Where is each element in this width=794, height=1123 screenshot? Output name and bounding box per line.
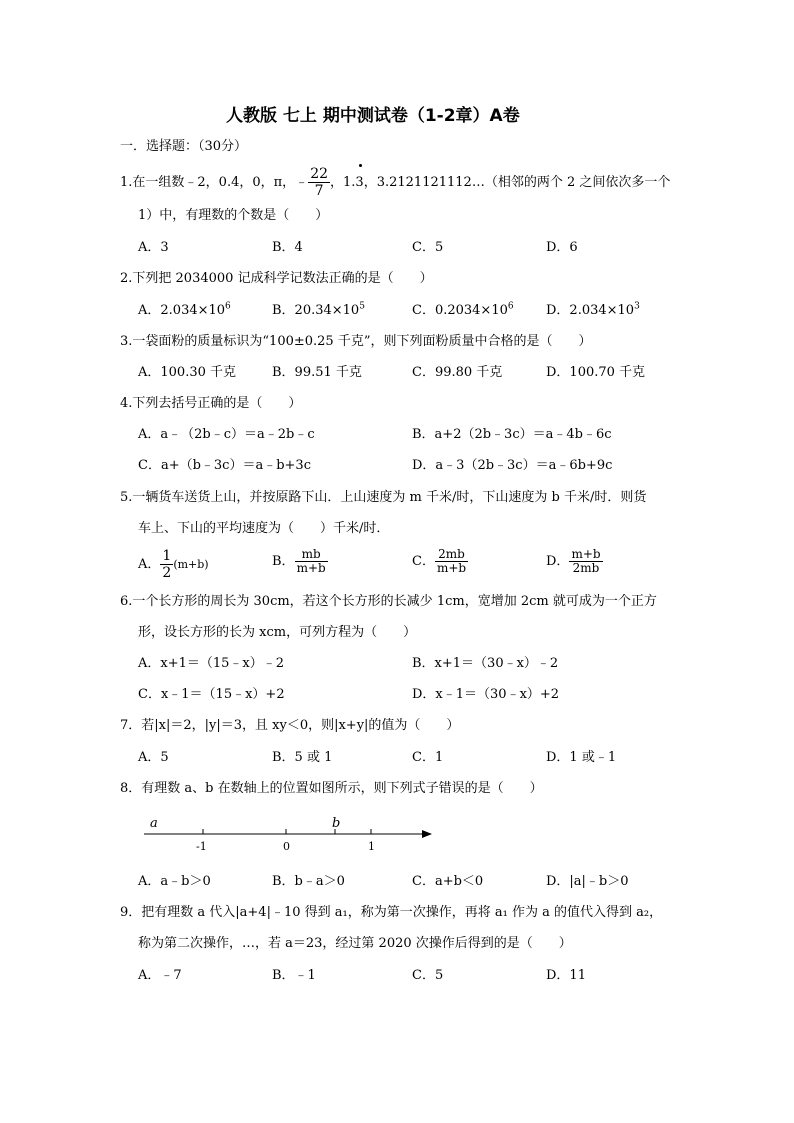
question-5-option-d[interactable]: D． $\frac{m+b}{2mb}$ [546,547,601,575]
question-7-option-d[interactable]: D．1 或﹣1 [546,750,617,765]
point-a-label: a [150,816,158,831]
question-6-option-c[interactable]: C．x﹣1＝（15﹣x）+2 [138,687,285,702]
question-1-option-a[interactable]: A．3 [138,240,169,255]
question-5-stem: 5.一辆货车送货上山，并按原路下山．上山速度为 m 千米/时，下山速度为 b 千米/时．则货 [120,490,647,505]
tick-1-label: 1 [368,840,375,853]
question-3-stem: 3.一袋面粉的质量标识为“100±0.25 千克”，则下列面粉质量中合格的是（ ） [120,334,592,349]
question-4-option-a[interactable]: A．a﹣（2b﹣c）＝a﹣2b﹣c [138,427,315,442]
fraction-22-7: $\frac{22}{7}$ [310,166,329,199]
question-8-option-d[interactable]: D．|a|﹣b＞0 [546,874,629,889]
question-8-option-a[interactable]: A．a﹣b＞0 [138,874,211,889]
question-7-option-b[interactable]: B．5 或 1 [272,750,333,765]
tick-0-label: 0 [283,840,290,853]
question-6-stem-line2: 形，设长方形的长为 xcm，可列方程为（ ） [138,625,417,640]
number-line-figure [140,812,440,854]
question-1-option-d[interactable]: D．6 [546,240,578,255]
question-6-option-d[interactable]: D．x﹣1＝（30﹣x）+2 [412,687,560,702]
question-3-option-b[interactable]: B．99.51 千克 [272,365,362,380]
question-8-option-b[interactable]: B．b﹣a＞0 [272,874,345,889]
question-9-stem-line2: 称为第二次操作，…，若 a＝23，经过第 2020 次操作后得到的是（ ） [138,936,572,951]
question-7-option-c[interactable]: C．1 [412,750,444,765]
question-6-option-b[interactable]: B．x+1＝（30﹣x）﹣2 [412,656,559,671]
tick-neg1-label: -1 [196,840,207,853]
question-5-stem-line2: 车上、下山的平均速度为（ ）千米/时． [138,521,390,536]
question-5-option-b[interactable]: B． $\frac{mb}{m+b}$ [272,547,326,575]
question-4-option-c[interactable]: C．a+（b﹣3c）＝a﹣b+3c [138,458,311,473]
question-6-stem: 6.一个长方形的周长为 30cm，若这个长方形的长减少 1cm，宽增加 2cm 就可成为一个正方 [120,594,657,609]
question-1-option-b[interactable]: B．4 [272,240,303,255]
question-9-option-a[interactable]: A．﹣7 [138,968,182,983]
question-4-option-d[interactable]: D．a﹣3（2b﹣3c）＝a﹣6b+9c [412,458,613,473]
question-3-option-a[interactable]: A．100.30 千克 [138,365,237,380]
question-1-stem-line2: 1）中，有理数的个数是（ ） [138,208,329,223]
question-2-option-b[interactable]: B．$20.34\times 10^5$ [272,301,365,318]
point-b-label: b [332,816,341,831]
question-3-option-d[interactable]: D．100.70 千克 [546,365,646,380]
question-1-option-c[interactable]: C．5 [412,240,444,255]
question-6-option-a[interactable]: A．x+1＝（15﹣x）﹣2 [138,656,285,671]
number-line-arrow [422,830,432,838]
question-5-option-c[interactable]: C． $\frac{2mb}{m+b}$ [412,547,467,575]
question-2-option-c[interactable]: C．$0.2034\times 10^6$ [412,301,514,318]
question-3-option-c[interactable]: C．99.80 千克 [412,365,503,380]
question-8-stem: 8．有理数 a、b 在数轴上的位置如图所示，则下列式子错误的是（ ） [120,781,543,796]
question-9-option-c[interactable]: C．5 [412,968,444,983]
question-8-option-c[interactable]: C．a+b＜0 [412,874,484,889]
question-9-stem: 9．把有理数 a 代入|a+4|﹣10 得到 a₁，称为第一次操作，再将 a₁ 作为 a 的值代入得到 a₂， [120,905,663,920]
question-7-option-a[interactable]: A．5 [138,750,169,765]
question-2-option-d[interactable]: D．$2.034\times 10^3$ [546,301,640,318]
question-2-stem: 2.下列把 2034000 记成科学记数法正确的是（ ） [120,271,433,286]
question-9-option-b[interactable]: B．﹣1 [272,968,316,983]
question-7-stem: 7．若|x|＝2，|y|＝3，且 xy＜0，则|x+y|的值为（ ） [120,718,460,733]
question-1-stem: 1.在一组数﹣2，0.4，0，π，﹣ $\frac{22}{7}$ ，1.3，3.2121121112…（相邻的两个 2 之间依次多一个 [120,166,671,199]
section-header: 一．选择题：（30分） [120,139,248,154]
question-2-option-a[interactable]: A．$2.034\times 10^6$ [138,301,231,318]
question-9-option-d[interactable]: D．11 [546,968,586,983]
question-4-option-b[interactable]: B．a+2（2b﹣3c）＝a﹣4b﹣6c [412,427,612,442]
question-5-option-a[interactable]: A． $\frac{1}{2}$ (m+b) [138,548,209,581]
repeating-decimal-dot: 3 [355,169,363,197]
page-title: 人教版 七上 期中测试卷（1-2章）A卷 [226,106,520,126]
question-4-stem: 4.下列去括号正确的是（ ） [120,396,302,411]
